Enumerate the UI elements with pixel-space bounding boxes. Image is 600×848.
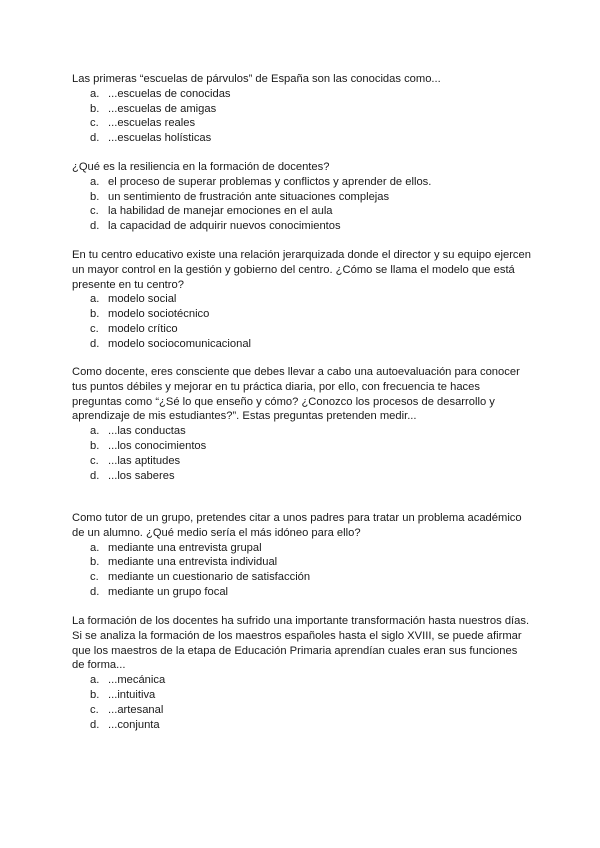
option-letter: d.: [90, 337, 100, 350]
option-letter: b.: [90, 308, 100, 321]
option-d: [72, 718, 532, 733]
option-text: ...los saberes: [108, 469, 175, 482]
option-text: ...las conductas: [108, 425, 186, 438]
option-letter: b.: [90, 190, 100, 203]
option-text: modelo crítico: [108, 322, 178, 335]
option-letter: c.: [90, 454, 99, 467]
option-text: modelo sociotécnico: [108, 308, 210, 321]
option-text: ...mecánica: [108, 674, 166, 687]
option-letter: d.: [90, 132, 100, 145]
option-letter: b.: [90, 688, 100, 701]
option-text: ...escuelas holísticas: [108, 132, 212, 145]
option-letter: d.: [90, 718, 100, 731]
question-text: La formación de los docentes ha sufrido una importante transformación hasta nuestros días. Si se analiza la formación de los maestros españoles hasta el siglo XVIII, se puede afirmar que los maestros de la etapa de Educación Primaria aprendían cuales eran sus funciones de forma...: [72, 615, 530, 672]
option-letter: a.: [90, 175, 100, 188]
option-b: [72, 190, 532, 205]
option-list: [72, 87, 532, 146]
option-d: [72, 131, 532, 146]
question-2: [72, 160, 532, 234]
option-letter: d.: [90, 220, 100, 233]
option-letter: b.: [90, 556, 100, 569]
option-text: ...escuelas de amigas: [108, 102, 217, 115]
option-text: ...las aptitudes: [108, 454, 181, 467]
option-text: mediante un grupo focal: [108, 585, 229, 598]
question-1: [72, 72, 532, 146]
option-letter: c.: [90, 117, 99, 130]
option-c: [72, 703, 532, 718]
option-text: modelo sociocomunicacional: [108, 337, 252, 350]
option-a: [72, 424, 532, 439]
option-list: [72, 424, 532, 483]
option-letter: a.: [90, 541, 100, 554]
option-text: ...intuitiva: [108, 688, 156, 701]
option-text: modelo social: [108, 293, 177, 306]
option-a: [72, 541, 532, 556]
question-3: [72, 248, 532, 352]
option-letter: b.: [90, 102, 100, 115]
option-letter: c.: [90, 703, 99, 716]
option-text: mediante una entrevista individual: [108, 556, 278, 569]
option-b: [72, 439, 532, 454]
question-text: Como docente, eres consciente que debes llevar a cabo una autoevaluación para conocer tus puntos débiles y mejorar en tu práctica diaria, por ello, con frecuencia te haces preguntas como “¿Sé lo que enseño y cómo? ¿Conozco los procesos de desarrollo y aprendizaje de mis estudiantes?”. Estas preguntas pretenden medir...: [72, 366, 520, 423]
option-c: [72, 454, 532, 469]
option-c: [72, 322, 532, 337]
option-text: un sentimiento de frustración ante situaciones complejas: [108, 190, 390, 203]
option-list: [72, 292, 532, 351]
question-4: [72, 365, 532, 483]
option-letter: b.: [90, 439, 100, 452]
option-a: [72, 292, 532, 307]
option-a: [72, 673, 532, 688]
option-b: [72, 688, 532, 703]
option-letter: c.: [90, 322, 99, 335]
question-text: Como tutor de un grupo, pretendes citar a unos padres para tratar un problema académico de un alumno. ¿Qué medio sería el más idóneo para ello?: [72, 512, 522, 539]
option-text: ...conjunta: [108, 718, 160, 731]
option-a: [72, 175, 532, 190]
question-text: Las primeras “escuelas de párvulos” de España son las conocidas como...: [72, 73, 441, 85]
option-letter: a.: [90, 425, 100, 438]
option-b: [72, 102, 532, 117]
option-d: [72, 219, 532, 234]
option-letter: a.: [90, 293, 100, 306]
option-c: [72, 116, 532, 131]
question-5: [72, 511, 532, 600]
option-text: la capacidad de adquirir nuevos conocimientos: [108, 220, 341, 233]
option-letter: a.: [90, 87, 100, 100]
option-list: [72, 175, 532, 234]
option-letter: a.: [90, 674, 100, 687]
option-letter: d.: [90, 469, 100, 482]
option-letter: c.: [90, 571, 99, 584]
option-text: el proceso de superar problemas y conflictos y aprender de ellos.: [108, 175, 432, 188]
option-text: mediante un cuestionario de satisfacción: [108, 571, 311, 584]
option-d: [72, 585, 532, 600]
option-c: [72, 570, 532, 585]
option-text: ...artesanal: [108, 703, 164, 716]
question-text: ¿Qué es la resiliencia en la formación de docentes?: [72, 161, 330, 173]
option-list: [72, 541, 532, 600]
option-letter: c.: [90, 205, 99, 218]
option-c: [72, 204, 532, 219]
option-d: [72, 337, 532, 352]
option-a: [72, 87, 532, 102]
option-b: [72, 307, 532, 322]
option-text: ...escuelas reales: [108, 117, 196, 130]
option-d: [72, 469, 532, 484]
option-text: mediante una entrevista grupal: [108, 541, 262, 554]
option-letter: d.: [90, 585, 100, 598]
option-text: ...escuelas de conocidas: [108, 87, 231, 100]
option-text: la habilidad de manejar emociones en el aula: [108, 205, 333, 218]
option-b: [72, 555, 532, 570]
question-6: [72, 614, 532, 732]
question-text: En tu centro educativo existe una relación jerarquizada donde el director y su equipo ejercen un mayor control en la gestión y gobierno del centro. ¿Cómo se llama el modelo que está presente en tu centro?: [72, 249, 531, 291]
option-text: ...los conocimientos: [108, 439, 207, 452]
option-list: [72, 673, 532, 732]
